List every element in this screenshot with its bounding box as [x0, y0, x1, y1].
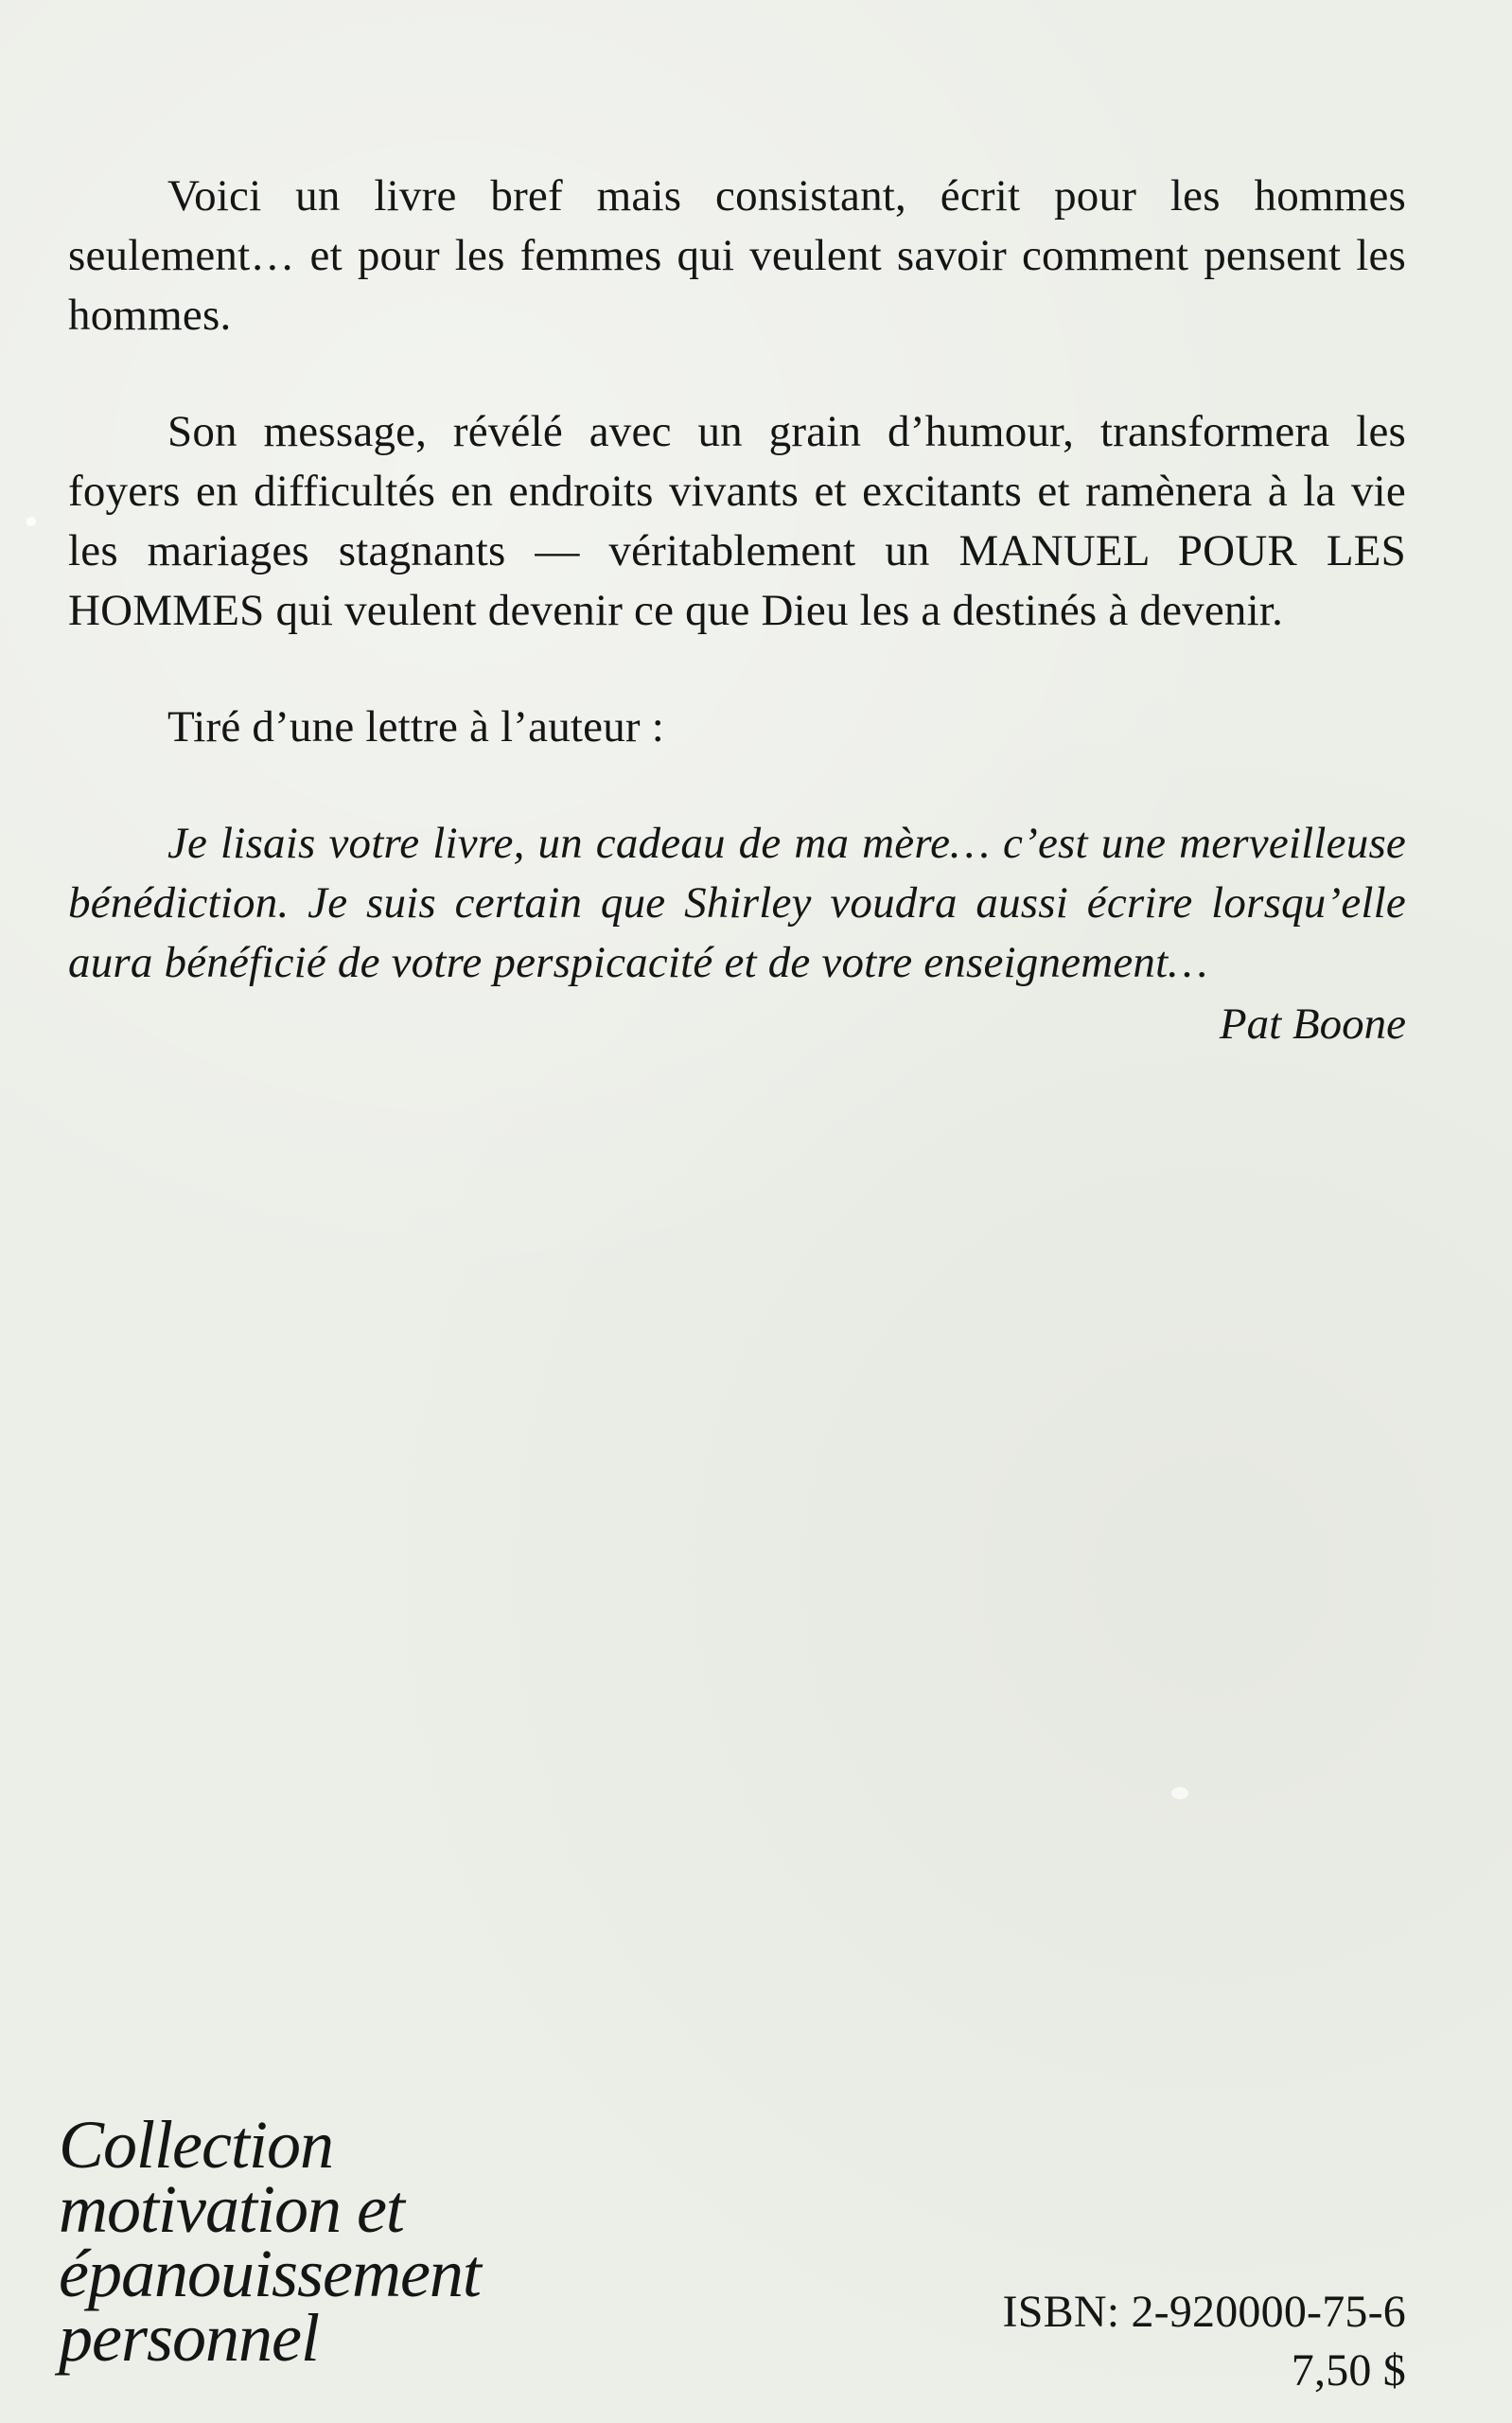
collection-title-line-4: personnel [59, 2300, 319, 2376]
paper-speck [26, 517, 36, 526]
letter-intro: Tiré d’une lettre à l’auteur : [167, 702, 664, 752]
paper-speck [1171, 1787, 1188, 1799]
price: 7,50 $ [1291, 2345, 1406, 2396]
testimonial-signature: Pat Boone [1219, 999, 1406, 1049]
publication-info [1003, 2283, 1406, 2400]
description-paragraph-1: Voici un livre bref mais consistant, écrit pour les hommes seulement… et pour les femmes qui veulent savoir comment pensent les hommes. [68, 171, 1406, 340]
testimonial-quote: Je lisais votre livre, un cadeau de ma mère… c’est une merveilleuse bénédiction. Je suis certain que Shirley voudra aussi écrire lorsqu’elle aura bénéficié de votre perspicacité et de votre enseignement… [68, 819, 1406, 987]
collection-title-line-3: épanouissement [59, 2236, 481, 2311]
collection-title [59, 2107, 721, 2376]
description-paragraph-2: Son message, révélé avec un grain d’humour, transformera les foyers en difficultés en endroits vivants et excitants et ramènera à la vie les mariages stagnants — véritablement un MANUEL POUR LES HOMMES qui veulent devenir ce que Dieu les a destinés à devenir. [68, 407, 1406, 635]
collection-title-line-1: Collection [59, 2107, 333, 2183]
collection-title-line-2: motivation et [59, 2171, 404, 2247]
description-text-block [68, 167, 1406, 1054]
isbn-number: ISBN: 2-920000-75-6 [1002, 2287, 1406, 2337]
